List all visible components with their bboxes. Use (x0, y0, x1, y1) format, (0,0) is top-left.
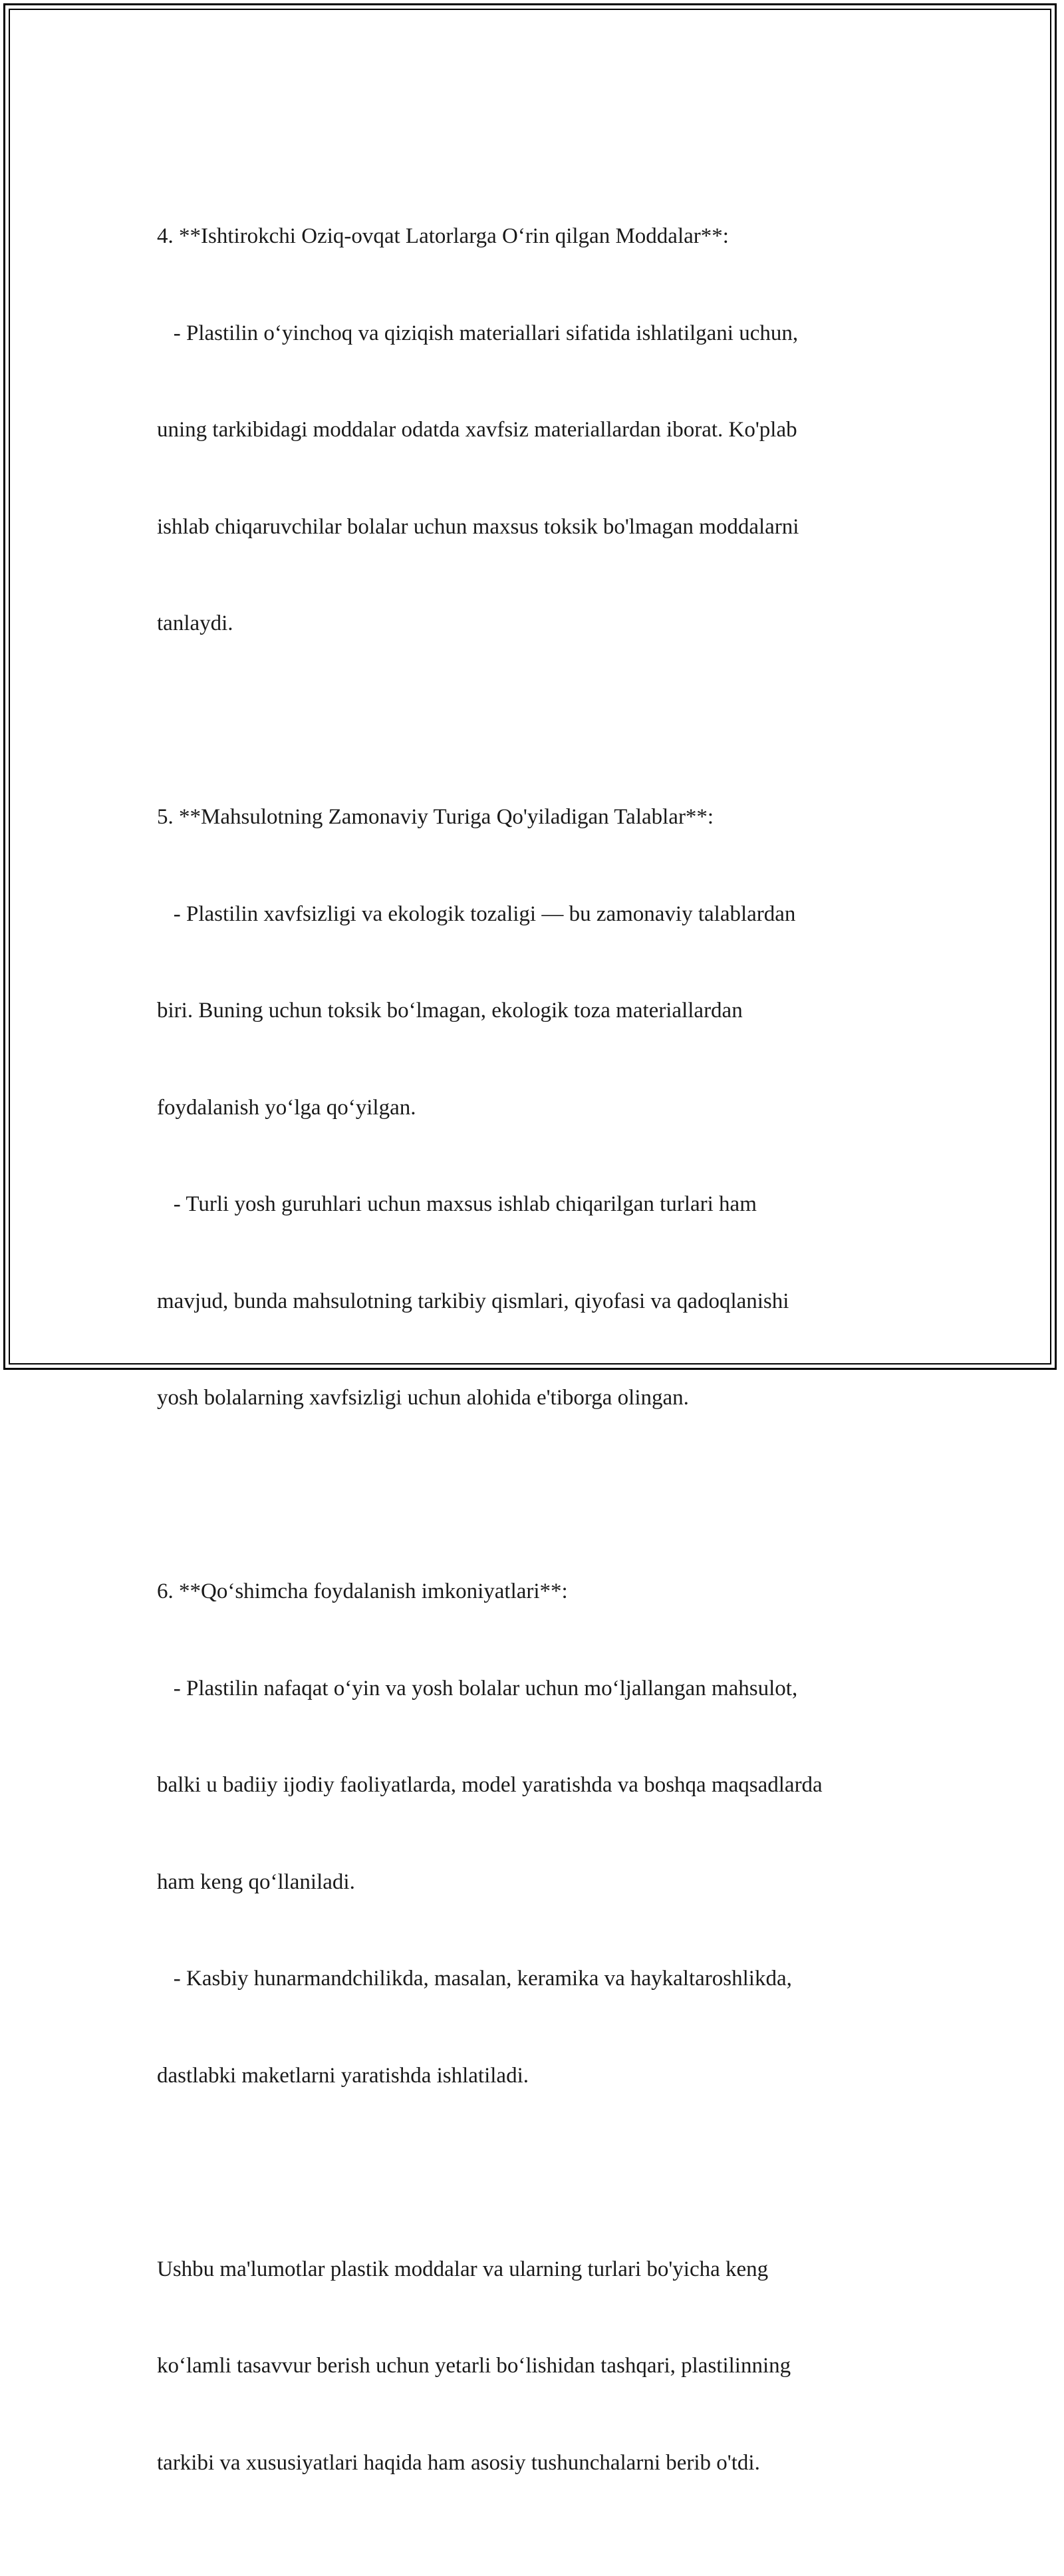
text-line: ham keng qo‘llaniladi. (157, 1869, 355, 1894)
text-line: - Kasbiy hunarmandchilikda, masalan, keramika va haykaltaroshlikda, (157, 1967, 792, 1991)
text-line: - Plastilin nafaqat o‘yin va yosh bolalar uchun mo‘ljallangan mahsulot, (157, 1676, 798, 1700)
text-line: - Plastilin o‘yinchoq va qiziqish materiallari sifatida ishlatilgani uchun, (157, 321, 799, 345)
text-line: 5. **Mahsulotning Zamonaviy Turiga Qo'yiladigan Talablar**: (157, 805, 714, 829)
text-line: ko‘lamli tasavvur berish uchun yetarli bo‘lishidan tashqari, plastilinning (157, 2354, 791, 2378)
text-line: ishlab chiqaruvchilar bolalar uchun maxsus toksik bo'lmagan moddalarni (157, 514, 799, 539)
text-line: foydalanish yo‘lga qo‘yilgan. (157, 1095, 416, 1120)
text-line: - Turli yosh guruhlari uchun maxsus ishlab chiqarilgan turlari ham (157, 1192, 757, 1216)
text-line: yosh bolalarning xavfsizligi uchun alohida e'tiborga olingan. (157, 1386, 689, 1410)
text-line: uning tarkibidagi moddalar odatda xavfsiz materiallardan iborat. Ko'plab (157, 418, 797, 442)
text-line: 6. **Qo‘shimcha foydalanish imkoniyatlari**: (157, 1579, 568, 1603)
text-line: - Plastilin xavfsizligi va ekologik tozaligi — bu zamonaviy talablardan (157, 901, 796, 926)
text-line: mavjud, bunda mahsulotning tarkibiy qismlari, qiyofasi va qadoqlanishi (157, 1289, 789, 1313)
paragraph-conclusion (157, 2189, 908, 2544)
text-line: tanlaydi. (157, 611, 233, 635)
text-line: dastlabki maketlarni yaratishda ishlatiladi. (157, 2063, 529, 2088)
paragraph-section-4 (157, 156, 908, 705)
text-line: biri. Buning uchun toksik bo‘lmagan, ekologik toza materiallardan (157, 999, 743, 1023)
document-body (157, 156, 908, 2576)
paragraph-section-6 (157, 1511, 908, 2156)
text-line: Ushbu ma'lumotlar plastik moddalar va ularning turlari bo'yicha keng (157, 2257, 769, 2281)
text-line: balki u badiiy ijodiy faoliyatlarda, model yaratishda va boshqa maqsadlarda (157, 1773, 823, 1797)
paragraph-section-5 (157, 736, 908, 1479)
text-line: tarkibi va xususiyatlari haqida ham asosiy tushunchalarni berib o'tdi. (157, 2450, 760, 2475)
text-line: 4. **Ishtirokchi Oziq-ovqat Latorlarga O‘rin qilgan Moddalar**: (157, 224, 729, 248)
